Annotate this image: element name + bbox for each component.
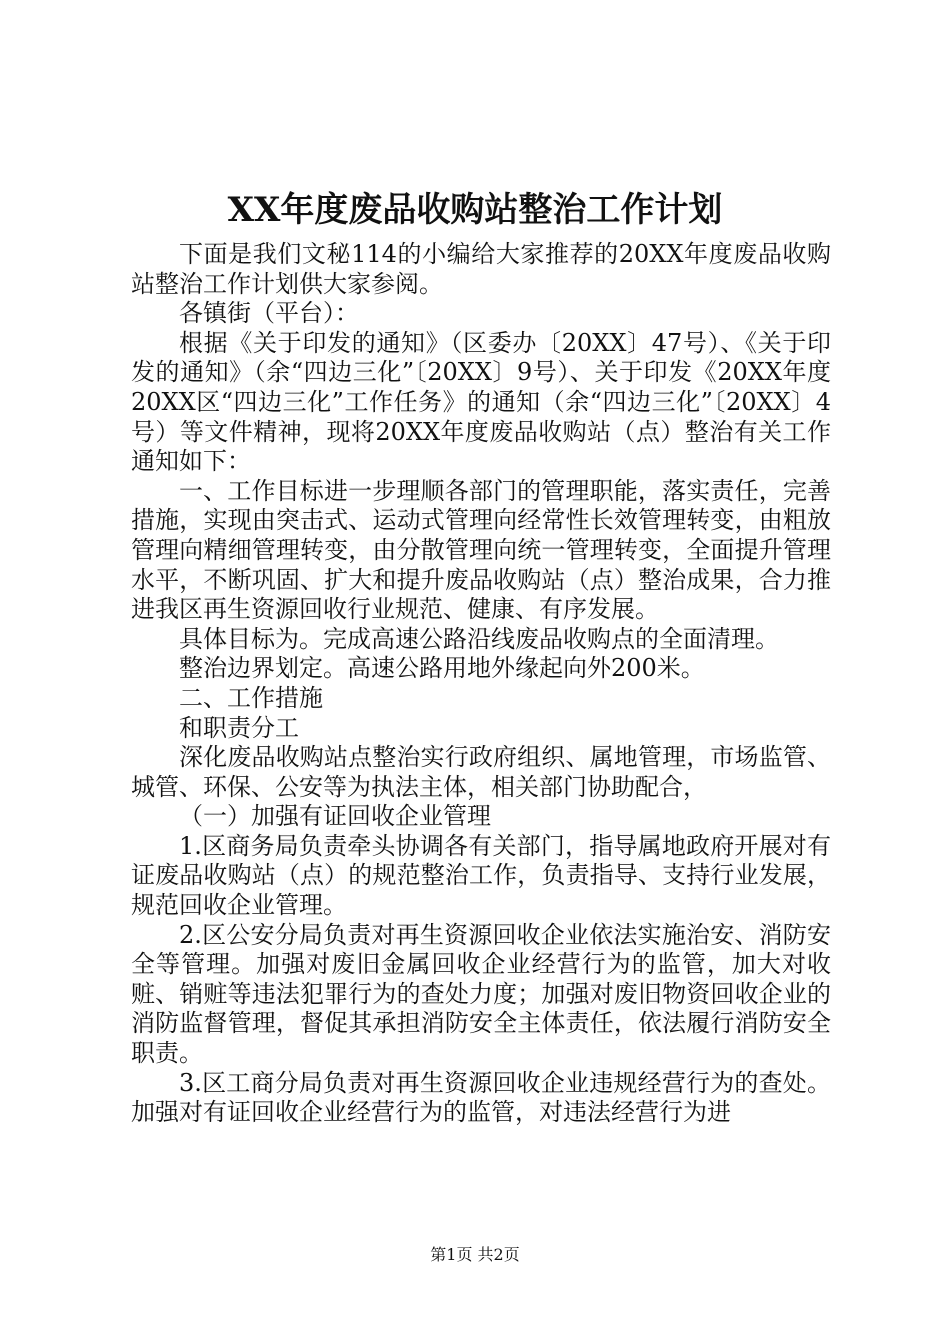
paragraph-specific-goal: 具体目标为。完成高速公路沿线废品收购点的全面清理。 xyxy=(179,624,779,653)
paragraph-section-heading: 二、工作措施 xyxy=(179,683,323,712)
paragraph-subsection-heading: （一）加强有证回收企业管理 xyxy=(179,802,491,831)
document-body xyxy=(131,240,831,1128)
paragraph-item-3: 3.区工商分局负责对再生资源回收企业违规经营行为的查处。加强对有证回收企业经营行为的监管，对违法经营行为进 xyxy=(131,1068,831,1127)
paragraph-notice: 根据《关于印发的通知》（区委办〔20XX〕47号）、《关于印发的通知》（余“四边三化”〔20XX〕9号）、关于印发《20XX年度20XX区“四边三化”工作任务》的通知（余“四边三化”〔20XX〕4号）等文件精神，现将20XX年度废品收购站（点）整治有关工作通知如下： xyxy=(131,328,831,476)
document-title: XX年度废品收购站整治工作计划 xyxy=(227,190,723,230)
paragraph-work-goal: 一、工作目标进一步理顺各部门的管理职能，落实责任，完善措施，实现由突击式、运动式管理向经常性长效管理转变，由粗放管理向精细管理转变，由分散管理向统一管理转变，全面提升管理水平，不断巩固、扩大和提升废品收购站（点）整治成果，合力推进我区再生资源回收行业规范、健康、有序发展。 xyxy=(131,476,831,624)
paragraph-intro: 下面是我们文秘114的小编给大家推荐的20XX年度废品收购站整治工作计划供大家参阅。 xyxy=(131,240,831,298)
paragraph-deepen: 深化废品收购站点整治实行政府组织、属地管理，市场监管、城管、环保、公安等为执法主体，相关部门协助配合， xyxy=(131,743,831,801)
paragraph-boundary: 整治边界划定。高速公路用地外缘起向外200米。 xyxy=(179,654,705,683)
paragraph-item-2: 2.区公安分局负责对再生资源回收企业依法实施治安、消防安全等管理。加强对废旧金属回收企业经营行为的监管，加大对收赃、销赃等违法犯罪行为的查处力度；加强对废旧物资回收企业的消防监督管理，督促其承担消防安全主体责任，依法履行消防安全职责。 xyxy=(131,920,831,1068)
paragraph-item-1: 1.区商务局负责牵头协调各有关部门，指导属地政府开展对有证废品收购站（点）的规范整治工作，负责指导、支持行业发展，规范回收企业管理。 xyxy=(131,831,831,920)
page-footer: 第1页 共2页 xyxy=(430,1245,520,1264)
paragraph-section-subheading: 和职责分工 xyxy=(179,713,299,742)
paragraph-salutation: 各镇街（平台）： xyxy=(179,299,359,328)
